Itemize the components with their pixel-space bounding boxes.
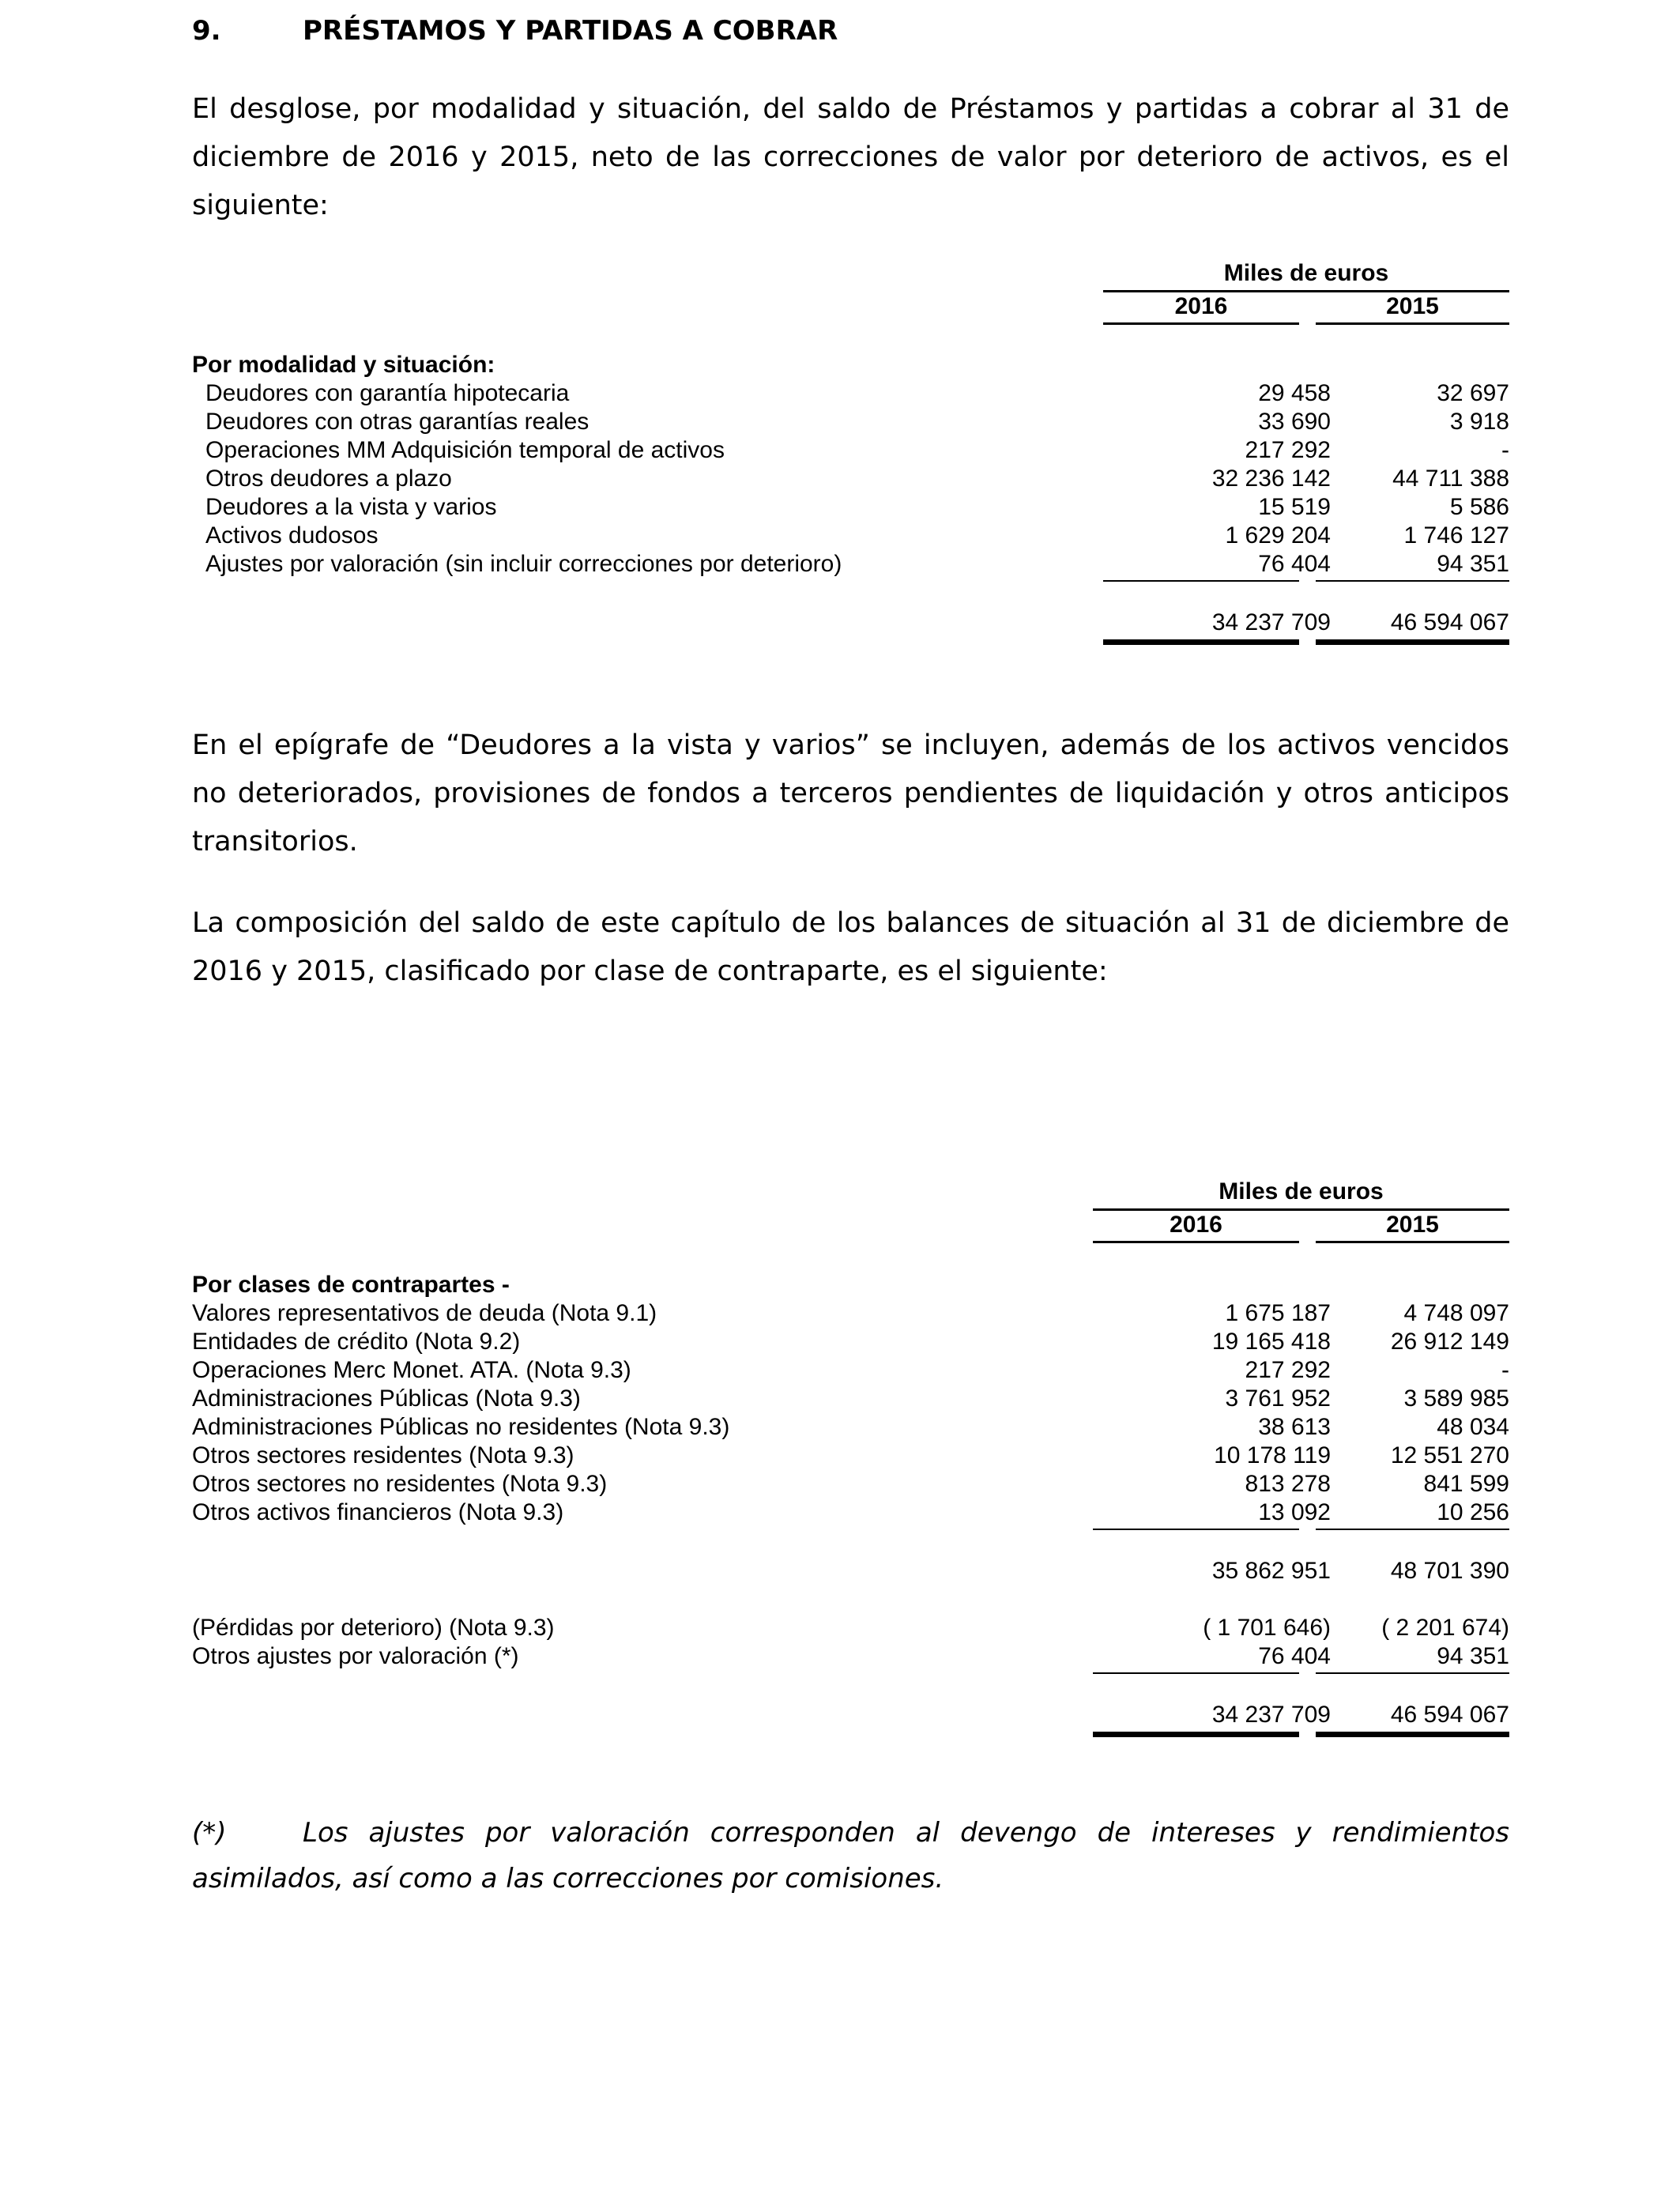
value-2016: 32 236 142 bbox=[1211, 466, 1331, 492]
adjustment-row bbox=[192, 1614, 1509, 1642]
value-2015: 44 711 388 bbox=[1392, 466, 1509, 492]
section-label: Por clases de contrapartes - bbox=[192, 1272, 510, 1298]
footnote-mark: (*) bbox=[192, 1817, 227, 1849]
total-2015: 46 594 067 bbox=[1390, 1702, 1509, 1728]
value-2016: 10 178 119 bbox=[1214, 1442, 1331, 1468]
total-rule-2016 bbox=[1093, 1672, 1299, 1674]
subtotal-2016: 35 862 951 bbox=[1211, 1558, 1331, 1584]
row-label: (Pérdidas por deterioro) (Nota 9.3) bbox=[192, 1615, 555, 1641]
subtotal-rule-2016 bbox=[1103, 580, 1299, 582]
value-2015: - bbox=[1501, 1357, 1509, 1383]
value-2015: 26 912 149 bbox=[1390, 1329, 1509, 1355]
value-2015: 12 551 270 bbox=[1390, 1442, 1509, 1468]
row-label: Operaciones Merc Monet. ATA. (Nota 9.3) bbox=[192, 1357, 631, 1383]
table-row bbox=[192, 1328, 1509, 1356]
value-2016: 1 629 204 bbox=[1225, 522, 1331, 548]
column-header-2015: 2015 bbox=[1386, 1212, 1439, 1238]
value-2015: 10 256 bbox=[1437, 1499, 1509, 1525]
year-rule-2015 bbox=[1316, 322, 1509, 325]
row-label: Otros ajustes por valoración (*) bbox=[192, 1643, 519, 1669]
table-row bbox=[192, 550, 1509, 579]
total-double-rule-2016 bbox=[1103, 639, 1299, 645]
total-row bbox=[192, 609, 1509, 637]
subtotal-row bbox=[192, 1557, 1509, 1585]
value-2015: 94 351 bbox=[1437, 1643, 1509, 1669]
column-header-2016: 2016 bbox=[1170, 1212, 1222, 1238]
value-2015: 5 586 bbox=[1449, 494, 1509, 520]
row-label: Entidades de crédito (Nota 9.2) bbox=[192, 1329, 521, 1355]
row-label: Otros sectores no residentes (Nota 9.3) bbox=[192, 1471, 608, 1497]
adjustment-row bbox=[192, 1642, 1509, 1671]
value-2015: 4 748 097 bbox=[1403, 1300, 1509, 1326]
row-label: Administraciones Públicas no residentes (Nota 9.3) bbox=[192, 1414, 730, 1440]
row-label: Deudores a la vista y varios bbox=[205, 494, 497, 520]
value-2016: 813 278 bbox=[1245, 1471, 1331, 1497]
year-rule-2015 bbox=[1316, 1241, 1509, 1243]
table-row bbox=[192, 522, 1509, 550]
value-2016: 38 613 bbox=[1258, 1414, 1331, 1440]
subtotal-2015: 48 701 390 bbox=[1390, 1558, 1509, 1584]
year-rule-2016 bbox=[1093, 1241, 1299, 1243]
subtotal-rule-2015 bbox=[1316, 1529, 1509, 1530]
value-2016: 19 165 418 bbox=[1211, 1329, 1331, 1355]
table-row bbox=[192, 1470, 1509, 1498]
value-2016: 33 690 bbox=[1258, 409, 1331, 435]
table-row bbox=[192, 1385, 1509, 1413]
value-2015: - bbox=[1501, 437, 1509, 463]
table-row bbox=[192, 436, 1509, 465]
value-2016: 13 092 bbox=[1258, 1499, 1331, 1525]
total-double-rule-2015 bbox=[1316, 639, 1509, 645]
table-row bbox=[192, 1299, 1509, 1328]
table-row bbox=[192, 379, 1509, 408]
table-row bbox=[192, 1356, 1509, 1385]
row-label: Otros deudores a plazo bbox=[205, 466, 452, 492]
total-2016: 34 237 709 bbox=[1211, 609, 1331, 635]
value-2016: ( 1 701 646) bbox=[1203, 1615, 1331, 1641]
value-2015: 48 034 bbox=[1437, 1414, 1509, 1440]
value-2016: 217 292 bbox=[1245, 1357, 1331, 1383]
value-2015: 3 918 bbox=[1449, 409, 1509, 435]
row-label: Deudores con otras garantías reales bbox=[205, 409, 590, 435]
total-2016: 34 237 709 bbox=[1211, 1702, 1331, 1728]
section-number: 9. bbox=[192, 15, 221, 47]
value-2016: 29 458 bbox=[1258, 380, 1331, 406]
value-2015: 32 697 bbox=[1437, 380, 1509, 406]
section-label: Por modalidad y situación: bbox=[192, 352, 495, 378]
value-2016: 1 675 187 bbox=[1225, 1300, 1331, 1326]
value-2016: 217 292 bbox=[1245, 437, 1331, 463]
row-label: Valores representativos de deuda (Nota 9.1) bbox=[192, 1300, 657, 1326]
composicion-paragraph: La composición del saldo de este capítulo de los balances de situación al 31 de diciembre de 2016 y 2015, clasificado por clase de contraparte, es el siguiente: bbox=[192, 907, 1509, 987]
row-label: Administraciones Públicas (Nota 9.3) bbox=[192, 1385, 581, 1412]
column-header-2016: 2016 bbox=[1174, 293, 1228, 319]
section-title: PRÉSTAMOS Y PARTIDAS A COBRAR bbox=[303, 15, 838, 47]
footnote-text: Los ajustes por valoración corresponden al devengo de intereses y rendimientos asimilados, así como a las correcciones por comisiones. bbox=[192, 1817, 1509, 1894]
total-double-rule-2015 bbox=[1316, 1732, 1509, 1737]
value-2015: 94 351 bbox=[1437, 551, 1509, 577]
intro-paragraph: El desglose, por modalidad y situación, del saldo de Préstamos y partidas a cobrar al 31 de diciembre de 2016 y 2015, neto de las correcciones de valor por deterioro de activos, es el siguiente: bbox=[192, 93, 1509, 221]
total-2015: 46 594 067 bbox=[1390, 609, 1509, 635]
table-row bbox=[192, 408, 1509, 436]
row-label: Deudores con garantía hipotecaria bbox=[205, 380, 570, 406]
value-2016: 15 519 bbox=[1258, 494, 1331, 520]
row-label: Ajustes por valoración (sin incluir correcciones por deterioro) bbox=[205, 551, 842, 577]
row-label: Otros activos financieros (Nota 9.3) bbox=[192, 1499, 564, 1525]
table-row bbox=[192, 465, 1509, 493]
table-unit-caption: Miles de euros bbox=[1219, 1178, 1384, 1204]
year-rule-2016 bbox=[1103, 322, 1299, 325]
total-rule-2015 bbox=[1316, 1672, 1509, 1674]
deudores-paragraph: En el epígrafe de “Deudores a la vista y varios” se incluyen, además de los activos vencidos no deteriorados, provisiones de fondos a terceros pendientes de liquidación y otros anticipos transitorios. bbox=[192, 729, 1509, 858]
subtotal-rule-2016 bbox=[1093, 1529, 1299, 1530]
column-header-2015: 2015 bbox=[1386, 293, 1439, 319]
value-2016: 76 404 bbox=[1258, 1643, 1331, 1669]
row-label: Activos dudosos bbox=[205, 522, 379, 548]
table-row bbox=[192, 1442, 1509, 1470]
footnote bbox=[192, 1810, 1509, 1902]
table-row bbox=[192, 1413, 1509, 1442]
value-2015: 841 599 bbox=[1423, 1471, 1509, 1497]
value-2016: 76 404 bbox=[1258, 551, 1331, 577]
total-double-rule-2016 bbox=[1093, 1732, 1299, 1737]
value-2016: 3 761 952 bbox=[1225, 1385, 1331, 1412]
table-row bbox=[192, 493, 1509, 522]
section-heading bbox=[192, 9, 838, 52]
total-row bbox=[192, 1701, 1509, 1729]
subtotal-rule-2015 bbox=[1316, 580, 1509, 582]
table-row bbox=[192, 1498, 1509, 1527]
row-label: Otros sectores residentes (Nota 9.3) bbox=[192, 1442, 574, 1468]
row-label: Operaciones MM Adquisición temporal de activos bbox=[205, 437, 725, 463]
table-unit-caption: Miles de euros bbox=[1223, 260, 1389, 286]
value-2015: 1 746 127 bbox=[1403, 522, 1509, 548]
value-2015: ( 2 201 674) bbox=[1381, 1615, 1509, 1641]
value-2015: 3 589 985 bbox=[1403, 1385, 1509, 1412]
